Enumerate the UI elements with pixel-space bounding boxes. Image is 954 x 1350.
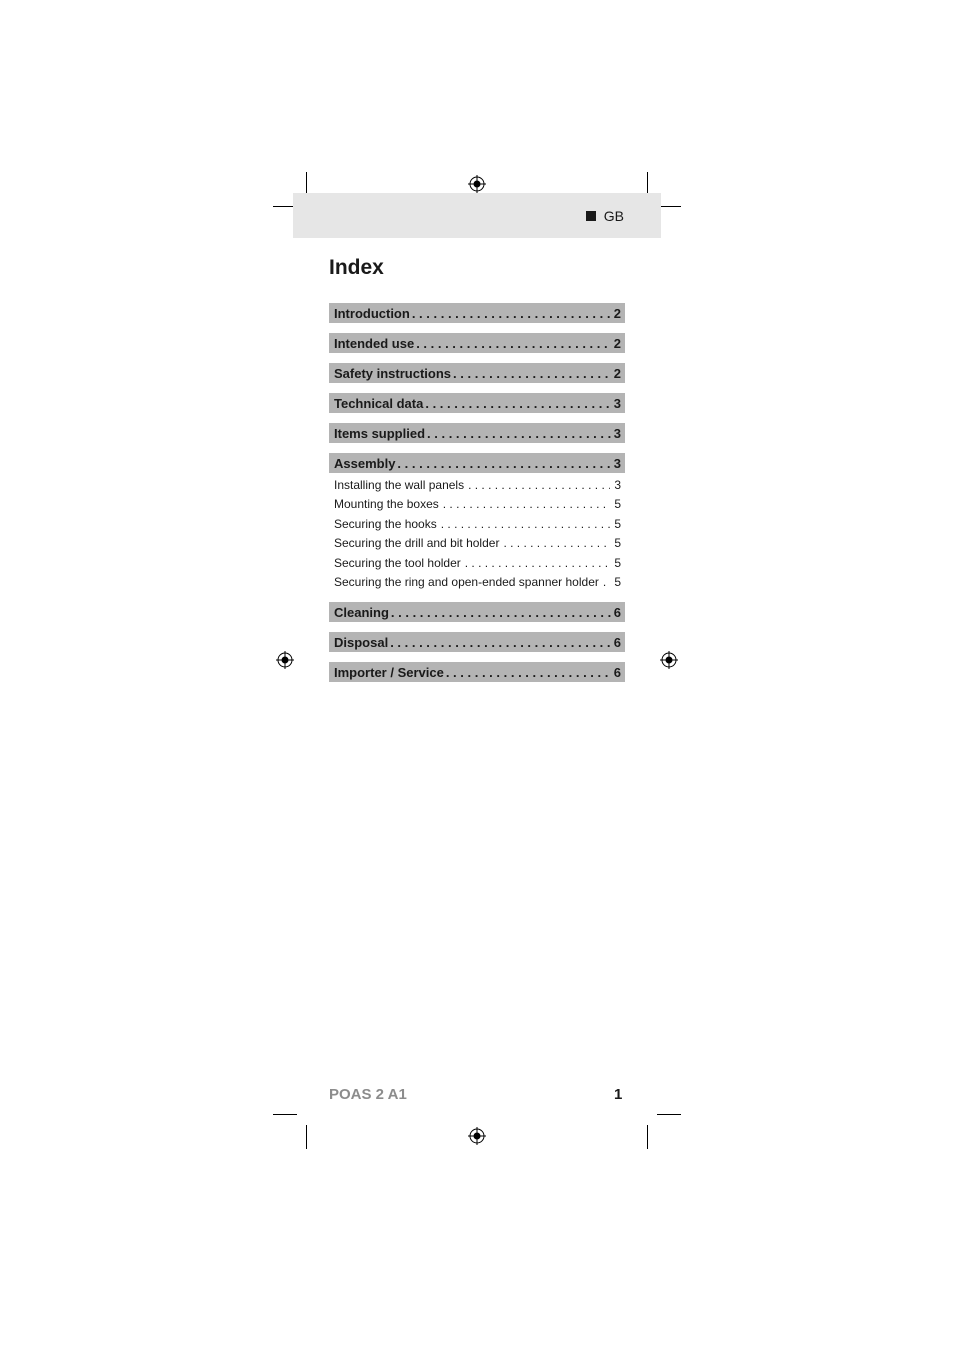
toc-entry-label: Assembly xyxy=(334,455,396,471)
toc-entry-page: 6 xyxy=(613,634,621,650)
toc-leader-dots xyxy=(603,575,610,589)
toc-entry-safety-instructions[interactable] xyxy=(329,363,625,383)
toc-entry-label: Safety instructions xyxy=(334,365,452,381)
header-band xyxy=(293,193,661,238)
registration-mark-icon xyxy=(468,175,486,193)
toc-entry-page: 3 xyxy=(613,455,621,471)
toc-entry-introduction[interactable] xyxy=(329,303,625,323)
toc-entry-intended-use[interactable] xyxy=(329,333,625,353)
toc-subentry-label: Securing the ring and open-ended spanner holder xyxy=(334,575,599,590)
toc-leader-dots xyxy=(503,536,610,550)
toc-subentry-label: Installing the wall panels xyxy=(334,477,465,492)
toc-entry-importer-service[interactable] xyxy=(329,662,625,682)
toc-subentry-securing-drill-bit-holder[interactable] xyxy=(329,534,625,554)
toc-subentry-page: 5 xyxy=(614,555,621,570)
crop-mark-bottom-left-h xyxy=(273,1114,297,1115)
toc-entry-page: 3 xyxy=(613,395,621,411)
toc-leader-dots xyxy=(391,605,612,620)
registration-mark-icon xyxy=(468,1127,486,1145)
toc-entry-label: Importer / Service xyxy=(334,664,444,680)
toc-subentry-installing-wall-panels[interactable] xyxy=(329,475,625,495)
page-title: Index xyxy=(329,256,384,279)
toc-entry-assembly[interactable] xyxy=(329,453,625,473)
toc-leader-dots xyxy=(412,306,612,321)
toc-leader-dots xyxy=(443,497,611,511)
toc-leader-dots xyxy=(390,635,612,650)
registration-mark-icon xyxy=(660,651,678,669)
toc-subentries-assembly xyxy=(329,475,625,592)
toc-subentry-securing-tool-holder[interactable] xyxy=(329,553,625,573)
toc-subentry-securing-hooks[interactable] xyxy=(329,514,625,534)
toc-subentry-label: Securing the hooks xyxy=(334,516,437,531)
toc-subentry-label: Securing the tool holder xyxy=(334,555,461,570)
toc-entry-page: 6 xyxy=(613,664,621,680)
toc-subentry-page: 5 xyxy=(614,536,621,551)
square-marker-icon xyxy=(586,211,596,221)
crop-mark-bottom-right-h xyxy=(657,1114,681,1115)
toc-leader-dots xyxy=(453,366,612,381)
toc-entry-technical-data[interactable] xyxy=(329,393,625,413)
registration-mark-icon xyxy=(276,651,294,669)
toc-entry-label: Intended use xyxy=(334,335,415,351)
toc-subentry-page: 5 xyxy=(614,575,621,590)
toc-entry-page: 2 xyxy=(613,335,621,351)
language-indicator xyxy=(586,208,624,224)
toc-entry-page: 2 xyxy=(613,365,621,381)
toc-entry-page: 6 xyxy=(613,604,621,620)
toc-entry-label: Introduction xyxy=(334,305,410,321)
toc-entry-label: Cleaning xyxy=(334,604,389,620)
toc-leader-dots xyxy=(468,478,610,492)
toc-entry-page: 3 xyxy=(613,425,621,441)
table-of-contents xyxy=(329,303,625,692)
toc-entry-items-supplied[interactable] xyxy=(329,423,625,443)
toc-leader-dots xyxy=(416,336,612,351)
toc-leader-dots xyxy=(446,665,612,680)
toc-entry-cleaning[interactable] xyxy=(329,602,625,622)
toc-entry-label: Items supplied xyxy=(334,425,426,441)
toc-leader-dots xyxy=(397,456,611,471)
toc-leader-dots xyxy=(465,556,611,570)
toc-leader-dots xyxy=(441,517,611,531)
footer-product-name: POAS 2 A1 xyxy=(329,1086,407,1103)
toc-subentry-page: 3 xyxy=(614,477,621,492)
toc-leader-dots xyxy=(427,426,612,441)
crop-mark-bottom-left-v xyxy=(306,1125,307,1149)
footer-page-number: 1 xyxy=(614,1086,623,1103)
toc-subentry-securing-spanner-holder[interactable] xyxy=(329,573,625,593)
toc-entry-disposal[interactable] xyxy=(329,632,625,652)
toc-subentry-label: Mounting the boxes xyxy=(334,497,439,512)
toc-subentry-mounting-boxes[interactable] xyxy=(329,495,625,515)
crop-mark-bottom-right-v xyxy=(647,1125,648,1149)
toc-entry-label: Disposal xyxy=(334,634,389,650)
toc-leader-dots xyxy=(425,396,611,411)
toc-entry-label: Technical data xyxy=(334,395,424,411)
language-code: GB xyxy=(603,208,624,224)
toc-entry-page: 2 xyxy=(613,305,621,321)
toc-subentry-page: 5 xyxy=(614,516,621,531)
toc-subentry-page: 5 xyxy=(614,497,621,512)
toc-subentry-label: Securing the drill and bit holder xyxy=(334,536,500,551)
